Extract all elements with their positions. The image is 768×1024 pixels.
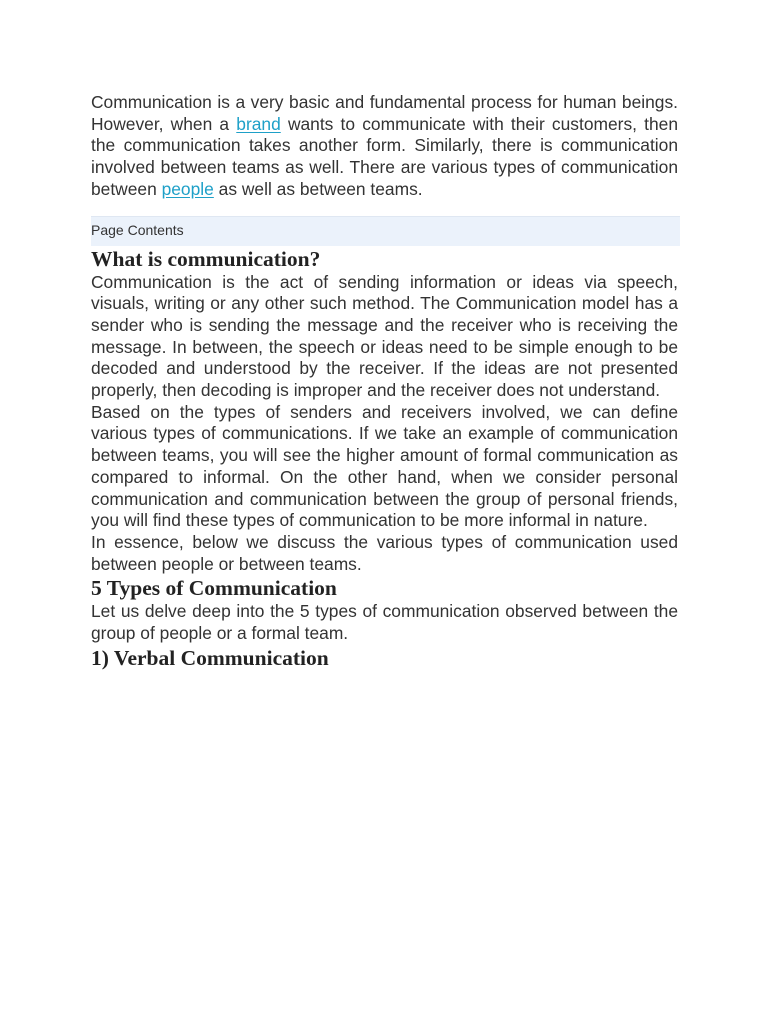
- page-contents-label[interactable]: Page Contents: [91, 221, 184, 238]
- article-content: [91, 92, 678, 671]
- brand-link[interactable]: brand: [236, 113, 281, 134]
- intro-paragraph: [91, 92, 678, 201]
- intro-text-part3: as well as between teams.: [213, 178, 423, 199]
- essence-paragraph: In essence, below we discuss the various types of communication used between people or between teams.: [91, 531, 678, 574]
- five-types-heading: 5 Types of Communication: [91, 576, 337, 601]
- five-types-intro-paragraph: Let us delve deep into the 5 types of communication observed between the group of people or a formal team.: [91, 601, 678, 644]
- senders-receivers-paragraph: Based on the types of senders and receivers involved, we can define various types of communications. If we take an example of communication between teams, you will see the higher amount of formal communication as compared to informal. On the other hand, when we consider personal communication and communication between the group of personal friends, you will find these types of communication to be more informal in nature.: [91, 401, 678, 531]
- what-is-communication-heading: What is communication?: [91, 246, 321, 271]
- people-link[interactable]: people: [161, 178, 214, 199]
- intro-text-part1: Communication is a very basic and fundamental process for human beings. However, when a: [91, 92, 678, 134]
- intro-text-part2: wants to communicate with their customers, then the communication takes another form. Similarly, there is communication involved between teams as well. There are various types of communication between: [91, 113, 679, 199]
- definition-paragraph: Communication is the act of sending information or ideas via speech, visuals, writing or any other such method. The Communication model has a sender who is sending the message and the receiver who is receiving the message. In between, the speech or ideas need to be simple enough to be decoded and understood by the receiver. If the ideas are not presented properly, then decoding is improper and the receiver does not understand.: [91, 271, 678, 401]
- verbal-communication-heading: 1) Verbal Communication: [91, 645, 329, 670]
- page-contents-box[interactable]: [91, 216, 680, 246]
